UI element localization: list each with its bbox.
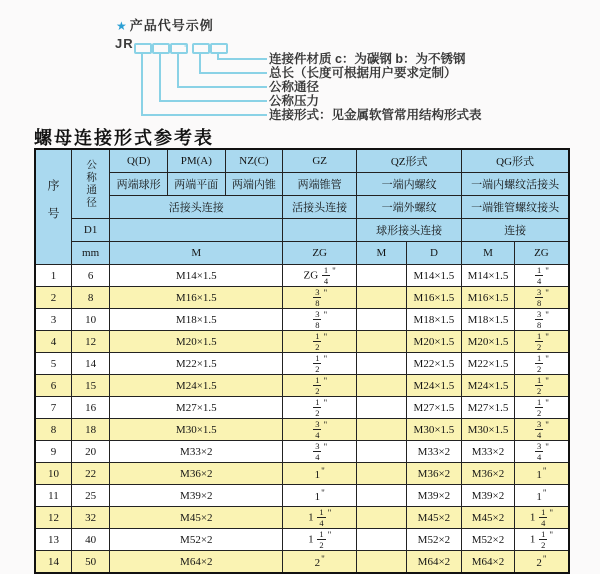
cell-d1_mm: 22 bbox=[71, 463, 109, 485]
header-pm-type: 两端平面 bbox=[167, 173, 225, 196]
header-qz-type1: 一端内螺纹 bbox=[357, 173, 462, 196]
table-row bbox=[35, 463, 569, 485]
cell-qz_m bbox=[357, 353, 407, 375]
cell-qg_m: M30×1.5 bbox=[462, 419, 515, 441]
cell-m: M20×1.5 bbox=[110, 331, 283, 353]
cell-gz_zg: $\frac{1}{2}$ " bbox=[283, 353, 357, 375]
cell-gz_zg: 1" bbox=[283, 463, 357, 485]
cell-m: M39×2 bbox=[110, 485, 283, 507]
cell-gz_zg: $\frac{1}{2}$ " bbox=[283, 375, 357, 397]
header-qz-type2: 一端外螺纹 bbox=[357, 196, 462, 219]
cell-qz_m bbox=[357, 485, 407, 507]
cell-no: 14 bbox=[35, 551, 71, 574]
cell-gz_zg: ZG $\frac{1}{4}$ " bbox=[283, 265, 357, 287]
cell-m: M27×1.5 bbox=[110, 397, 283, 419]
header-qz-code: QZ形式 bbox=[357, 149, 462, 173]
cell-d1_mm: 10 bbox=[71, 309, 109, 331]
cell-m: M36×2 bbox=[110, 463, 283, 485]
table-row bbox=[35, 287, 569, 309]
header-gz-connection: 活接头连接 bbox=[283, 196, 357, 219]
table-row bbox=[35, 309, 569, 331]
header-unit-m: M bbox=[110, 242, 283, 265]
cell-m: M30×1.5 bbox=[110, 419, 283, 441]
header-unit-mm: mm bbox=[71, 242, 109, 265]
table-row bbox=[35, 529, 569, 551]
cell-gz_zg: $\frac{3}{4}$ " bbox=[283, 441, 357, 463]
cell-d1_mm: 15 bbox=[71, 375, 109, 397]
header-d1: D1 bbox=[71, 219, 109, 242]
cell-qz_m bbox=[357, 507, 407, 529]
cell-d1_mm: 20 bbox=[71, 441, 109, 463]
cell-qg_zg: $\frac{1}{2}$ " bbox=[514, 353, 569, 375]
cell-gz_zg: 1 $\frac{1}{4}$ " bbox=[283, 507, 357, 529]
cell-qg_zg: $\frac{3}{4}$ " bbox=[514, 419, 569, 441]
header-row-2 bbox=[35, 173, 569, 196]
header-gz-code: GZ bbox=[283, 149, 357, 173]
cell-qz_m bbox=[357, 287, 407, 309]
cell-qg_zg: $\frac{1}{2}$ " bbox=[514, 397, 569, 419]
header-unit-zg: ZG bbox=[283, 242, 357, 265]
cell-qg_zg: 1 $\frac{1}{4}$ " bbox=[514, 507, 569, 529]
cell-qz_d: M52×2 bbox=[406, 529, 462, 551]
cell-qg_m: M64×2 bbox=[462, 551, 515, 574]
table-header bbox=[35, 149, 569, 265]
cell-qg_m: M22×1.5 bbox=[462, 353, 515, 375]
cell-qz_m bbox=[357, 397, 407, 419]
cell-d1_mm: 40 bbox=[71, 529, 109, 551]
header-qg-code: QG形式 bbox=[462, 149, 569, 173]
header-qg-type1: 一端内螺纹活接头 bbox=[462, 173, 569, 196]
cell-no: 6 bbox=[35, 375, 71, 397]
diagram-heading bbox=[116, 15, 214, 34]
cell-d1_mm: 14 bbox=[71, 353, 109, 375]
table-row bbox=[35, 353, 569, 375]
table-row bbox=[35, 265, 569, 287]
table-row bbox=[35, 507, 569, 529]
cell-qg_m: M24×1.5 bbox=[462, 375, 515, 397]
cell-qg_m: M27×1.5 bbox=[462, 397, 515, 419]
cell-qz_d: M30×1.5 bbox=[406, 419, 462, 441]
cell-qg_m: M45×2 bbox=[462, 507, 515, 529]
cell-qg_m: M20×1.5 bbox=[462, 331, 515, 353]
cell-qz_m bbox=[357, 463, 407, 485]
cell-m: M14×1.5 bbox=[110, 265, 283, 287]
cell-d1_mm: 18 bbox=[71, 419, 109, 441]
cell-no: 3 bbox=[35, 309, 71, 331]
cell-gz_zg: $\frac{3}{8}$ " bbox=[283, 309, 357, 331]
cell-qg_zg: $\frac{3}{8}$ " bbox=[514, 309, 569, 331]
cell-qz_m bbox=[357, 309, 407, 331]
table-row bbox=[35, 419, 569, 441]
cell-qg_zg: $\frac{3}{8}$ " bbox=[514, 287, 569, 309]
header-qz-unit-d: D bbox=[406, 242, 462, 265]
cell-m: M18×1.5 bbox=[110, 309, 283, 331]
cell-qz_d: M22×1.5 bbox=[406, 353, 462, 375]
header-qg-unit-zg: ZG bbox=[514, 242, 569, 265]
cell-qg_zg: $\frac{1}{4}$ " bbox=[514, 265, 569, 287]
cell-no: 11 bbox=[35, 485, 71, 507]
table-title: 螺母连接形式参考表 bbox=[34, 128, 214, 148]
cell-gz_zg: $\frac{3}{4}$ " bbox=[283, 419, 357, 441]
cell-qz_m bbox=[357, 375, 407, 397]
diagram-label-length: 总长（长度可根据用户要求定制） bbox=[269, 66, 457, 80]
cell-qz_d: M16×1.5 bbox=[406, 287, 462, 309]
diagram-label-pressure: 公称压力 bbox=[269, 94, 320, 108]
cell-d1_mm: 25 bbox=[71, 485, 109, 507]
cell-gz_zg: $\frac{3}{8}$ " bbox=[283, 287, 357, 309]
header-gz-type: 两端锥管 bbox=[283, 173, 357, 196]
cell-qg_m: M52×2 bbox=[462, 529, 515, 551]
header-nz-type: 两端内锥 bbox=[225, 173, 283, 196]
table-row bbox=[35, 551, 569, 574]
cell-qz_m bbox=[357, 265, 407, 287]
header-row-1 bbox=[35, 149, 569, 173]
header-pm-code: PM(A) bbox=[167, 149, 225, 173]
header-seq: 序号 bbox=[35, 149, 71, 265]
cell-qg_zg: 1" bbox=[514, 485, 569, 507]
cell-qz_d: M39×2 bbox=[406, 485, 462, 507]
cell-m: M22×1.5 bbox=[110, 353, 283, 375]
header-q-type: 两端球形 bbox=[110, 173, 168, 196]
diagram-label-material: 连接件材质 c：为碳钢 b：为不锈钢 bbox=[269, 52, 466, 66]
table-body bbox=[35, 265, 569, 574]
connector-line bbox=[141, 52, 267, 116]
cell-no: 1 bbox=[35, 265, 71, 287]
header-qg-unit-m: M bbox=[462, 242, 515, 265]
cell-qg_zg: 2" bbox=[514, 551, 569, 574]
cell-no: 2 bbox=[35, 287, 71, 309]
cell-qg_m: M14×1.5 bbox=[462, 265, 515, 287]
header-row-5 bbox=[35, 242, 569, 265]
cell-d1_mm: 32 bbox=[71, 507, 109, 529]
diagram-label-connection: 连接形式：见金属软管常用结构形式表 bbox=[269, 108, 482, 122]
cell-qz_m bbox=[357, 551, 407, 574]
diagram-label-diameter: 公称通径 bbox=[269, 80, 320, 94]
cell-no: 4 bbox=[35, 331, 71, 353]
cell-qg_m: M16×1.5 bbox=[462, 287, 515, 309]
code-prefix: JR bbox=[115, 36, 134, 51]
cell-d1_mm: 6 bbox=[71, 265, 109, 287]
header-qz-connection: 球形接头连接 bbox=[357, 219, 462, 242]
cell-qz_d: M45×2 bbox=[406, 507, 462, 529]
cell-d1_mm: 8 bbox=[71, 287, 109, 309]
header-qg-connection: 连接 bbox=[462, 219, 569, 242]
cell-no: 8 bbox=[35, 419, 71, 441]
product-code-diagram bbox=[0, 0, 600, 124]
cell-qz_d: M64×2 bbox=[406, 551, 462, 574]
header-qz-unit-m: M bbox=[357, 242, 407, 265]
cell-d1_mm: 50 bbox=[71, 551, 109, 574]
header-empty-cell bbox=[110, 219, 283, 242]
cell-qz_m bbox=[357, 331, 407, 353]
cell-gz_zg: $\frac{1}{2}$ " bbox=[283, 397, 357, 419]
header-nominal-diameter: 公称通径 bbox=[71, 149, 109, 219]
header-union-connection: 活接头连接 bbox=[110, 196, 283, 219]
cell-qz_d: M33×2 bbox=[406, 441, 462, 463]
cell-qz_m bbox=[357, 419, 407, 441]
code-dash: - bbox=[184, 38, 188, 52]
cell-no: 7 bbox=[35, 397, 71, 419]
cell-qz_d: M27×1.5 bbox=[406, 397, 462, 419]
cell-qz_d: M14×1.5 bbox=[406, 265, 462, 287]
cell-m: M16×1.5 bbox=[110, 287, 283, 309]
cell-qg_m: M18×1.5 bbox=[462, 309, 515, 331]
cell-gz_zg: $\frac{1}{2}$ " bbox=[283, 331, 357, 353]
cell-qg_zg: $\frac{1}{2}$ " bbox=[514, 331, 569, 353]
cell-qg_m: M33×2 bbox=[462, 441, 515, 463]
header-q-code: Q(D) bbox=[110, 149, 168, 173]
table-row bbox=[35, 331, 569, 353]
nut-connection-table bbox=[34, 148, 570, 574]
header-empty-cell bbox=[283, 219, 357, 242]
cell-no: 10 bbox=[35, 463, 71, 485]
table-row bbox=[35, 441, 569, 463]
header-qg-type2: 一端锥管螺纹接头 bbox=[462, 196, 569, 219]
cell-no: 12 bbox=[35, 507, 71, 529]
cell-qg_zg: $\frac{1}{2}$ " bbox=[514, 375, 569, 397]
cell-m: M64×2 bbox=[110, 551, 283, 574]
diagram-heading-text: 产品代号示例 bbox=[129, 18, 214, 33]
cell-m: M33×2 bbox=[110, 441, 283, 463]
cell-qz_m bbox=[357, 529, 407, 551]
cell-qg_zg: 1" bbox=[514, 463, 569, 485]
cell-no: 13 bbox=[35, 529, 71, 551]
cell-gz_zg: 1" bbox=[283, 485, 357, 507]
cell-qg_m: M39×2 bbox=[462, 485, 515, 507]
cell-qz_d: M36×2 bbox=[406, 463, 462, 485]
star-icon: ★ bbox=[116, 19, 128, 33]
header-row-4 bbox=[35, 219, 569, 242]
cell-qz_d: M18×1.5 bbox=[406, 309, 462, 331]
cell-qg_zg: $\frac{3}{4}$ " bbox=[514, 441, 569, 463]
cell-m: M52×2 bbox=[110, 529, 283, 551]
cell-d1_mm: 16 bbox=[71, 397, 109, 419]
cell-d1_mm: 12 bbox=[71, 331, 109, 353]
table-row bbox=[35, 485, 569, 507]
cell-gz_zg: 1 $\frac{1}{2}$ " bbox=[283, 529, 357, 551]
header-row-3 bbox=[35, 196, 569, 219]
cell-qz_d: M20×1.5 bbox=[406, 331, 462, 353]
cell-qz_m bbox=[357, 441, 407, 463]
table-row bbox=[35, 397, 569, 419]
cell-gz_zg: 2" bbox=[283, 551, 357, 574]
cell-m: M45×2 bbox=[110, 507, 283, 529]
cell-no: 9 bbox=[35, 441, 71, 463]
table-row bbox=[35, 375, 569, 397]
cell-qg_zg: 1 $\frac{1}{2}$ " bbox=[514, 529, 569, 551]
cell-qz_d: M24×1.5 bbox=[406, 375, 462, 397]
cell-qg_m: M36×2 bbox=[462, 463, 515, 485]
cell-m: M24×1.5 bbox=[110, 375, 283, 397]
header-nz-code: NZ(C) bbox=[225, 149, 283, 173]
cell-no: 5 bbox=[35, 353, 71, 375]
